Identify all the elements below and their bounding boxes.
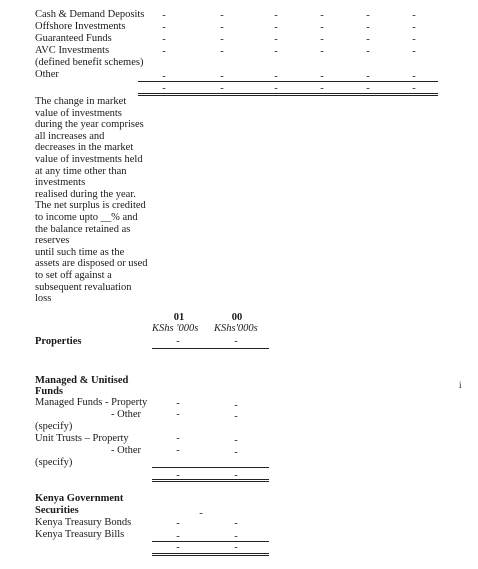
subtotal-rule	[152, 541, 269, 542]
row-label: Kenya Treasury Bills	[35, 529, 125, 540]
total-rule-top	[152, 553, 269, 554]
total-rule-top	[152, 479, 269, 480]
properties-rule	[152, 348, 269, 349]
note-line: realised during the year.	[35, 188, 136, 200]
cell-value: -	[176, 409, 180, 420]
row-label: - Other	[111, 445, 142, 456]
column-unit-01: KShs '000s	[152, 323, 199, 334]
column-year-01: 01	[173, 312, 185, 323]
cell-value: -	[412, 71, 416, 82]
cell-value: -	[176, 433, 180, 444]
cell-value: -	[320, 46, 324, 57]
row-label: Managed Funds - Property	[35, 397, 148, 408]
total-rule-bottom	[152, 555, 269, 556]
note-line: loss	[35, 293, 52, 305]
stray-mark: i	[459, 380, 462, 390]
cell-value: -	[366, 10, 370, 21]
cell-value: -	[176, 531, 180, 542]
total-value: -	[176, 470, 180, 481]
note-line: investments	[35, 177, 86, 189]
note-line: value of investments	[35, 107, 122, 119]
row-label: Other	[35, 69, 59, 80]
cell-value: -	[234, 531, 238, 542]
cell-value: -	[176, 336, 180, 347]
note-line: during the year comprises	[35, 119, 144, 131]
note-line: at any time other than	[35, 165, 127, 177]
cell-value: -	[162, 46, 166, 57]
kenya-gov-heading-2: Securities	[35, 505, 79, 516]
managed-funds-heading-2: Funds	[35, 386, 64, 397]
cell-value: -	[320, 71, 324, 82]
stray-mark: -	[199, 508, 203, 519]
cell-value: -	[412, 46, 416, 57]
valuation-note	[35, 96, 153, 305]
cell-value: -	[366, 46, 370, 57]
total-value: -	[320, 83, 324, 94]
cell-value: -	[234, 518, 238, 529]
row-label: Kenya Treasury Bonds	[35, 517, 132, 528]
row-label: (defined benefit schemes)	[35, 57, 144, 68]
note-line: decreases in the market	[35, 142, 134, 154]
row-label: - Other	[111, 409, 142, 420]
cell-value: -	[320, 22, 324, 33]
note-line: to set off against a	[35, 269, 112, 281]
kenya-gov-heading: Kenya Government	[35, 493, 124, 504]
note-line: all increases and	[35, 130, 105, 142]
cell-value: -	[176, 398, 180, 409]
row-label: Guaranteed Funds	[35, 33, 112, 44]
cell-value: -	[274, 34, 278, 45]
cell-value: -	[412, 34, 416, 45]
cell-value: -	[412, 22, 416, 33]
cell-value: -	[234, 400, 238, 411]
total-value: -	[162, 83, 166, 94]
total-value: -	[366, 83, 370, 94]
cell-value: -	[220, 46, 224, 57]
row-label: Cash & Demand Deposits	[35, 9, 145, 20]
cell-value: -	[162, 71, 166, 82]
cell-value: -	[162, 10, 166, 21]
total-rule-bottom	[152, 481, 269, 482]
column-year-00: 00	[231, 312, 243, 323]
note-line: until such time as the	[35, 246, 125, 258]
subtotal-rule	[138, 81, 438, 82]
note-line: reserves	[35, 235, 70, 247]
cell-value: -	[366, 34, 370, 45]
cell-value: -	[234, 435, 238, 446]
cell-value: -	[220, 34, 224, 45]
managed-funds-heading: Managed & Unitised	[35, 375, 129, 386]
cell-value: -	[234, 411, 238, 422]
cell-value: -	[162, 22, 166, 33]
subtotal-rule	[152, 467, 269, 468]
cell-value: -	[274, 71, 278, 82]
note-line: assets are disposed or used	[35, 258, 148, 270]
total-value: -	[234, 470, 238, 481]
total-rule-bottom	[138, 95, 438, 96]
row-label: (specify)	[35, 457, 73, 468]
cell-value: -	[220, 10, 224, 21]
note-line: The change in market	[35, 96, 127, 107]
cell-value: -	[366, 22, 370, 33]
note-line: subsequent revaluation	[35, 281, 132, 293]
cell-value: -	[412, 10, 416, 21]
total-value: -	[234, 542, 238, 553]
note-line: value of investments held	[35, 153, 143, 165]
cell-value: -	[162, 34, 166, 45]
cell-value: -	[274, 22, 278, 33]
total-value: -	[176, 542, 180, 553]
total-value: -	[412, 83, 416, 94]
cell-value: -	[234, 447, 238, 458]
note-line: the balance retained as	[35, 223, 131, 235]
cell-value: -	[274, 46, 278, 57]
row-label: AVC Investments	[35, 45, 110, 56]
note-line: to income upto __% and	[35, 211, 138, 223]
cell-value: -	[274, 10, 278, 21]
total-value: -	[220, 83, 224, 94]
cell-value: -	[176, 445, 180, 456]
note-line: The net surplus is credited	[35, 200, 146, 212]
total-value: -	[274, 83, 278, 94]
properties-heading: Properties	[35, 336, 82, 347]
cell-value: -	[320, 10, 324, 21]
cell-value: -	[220, 71, 224, 82]
cell-value: -	[176, 518, 180, 529]
row-label: Offshore Investments	[35, 21, 126, 32]
total-rule-top	[138, 93, 438, 94]
cell-value: -	[320, 34, 324, 45]
row-label: Unit Trusts – Property	[35, 433, 129, 444]
row-label: (specify)	[35, 421, 73, 432]
cell-value: -	[366, 71, 370, 82]
cell-value: -	[220, 22, 224, 33]
cell-value: -	[234, 336, 238, 347]
column-unit-00: KShs'000s	[214, 323, 258, 334]
